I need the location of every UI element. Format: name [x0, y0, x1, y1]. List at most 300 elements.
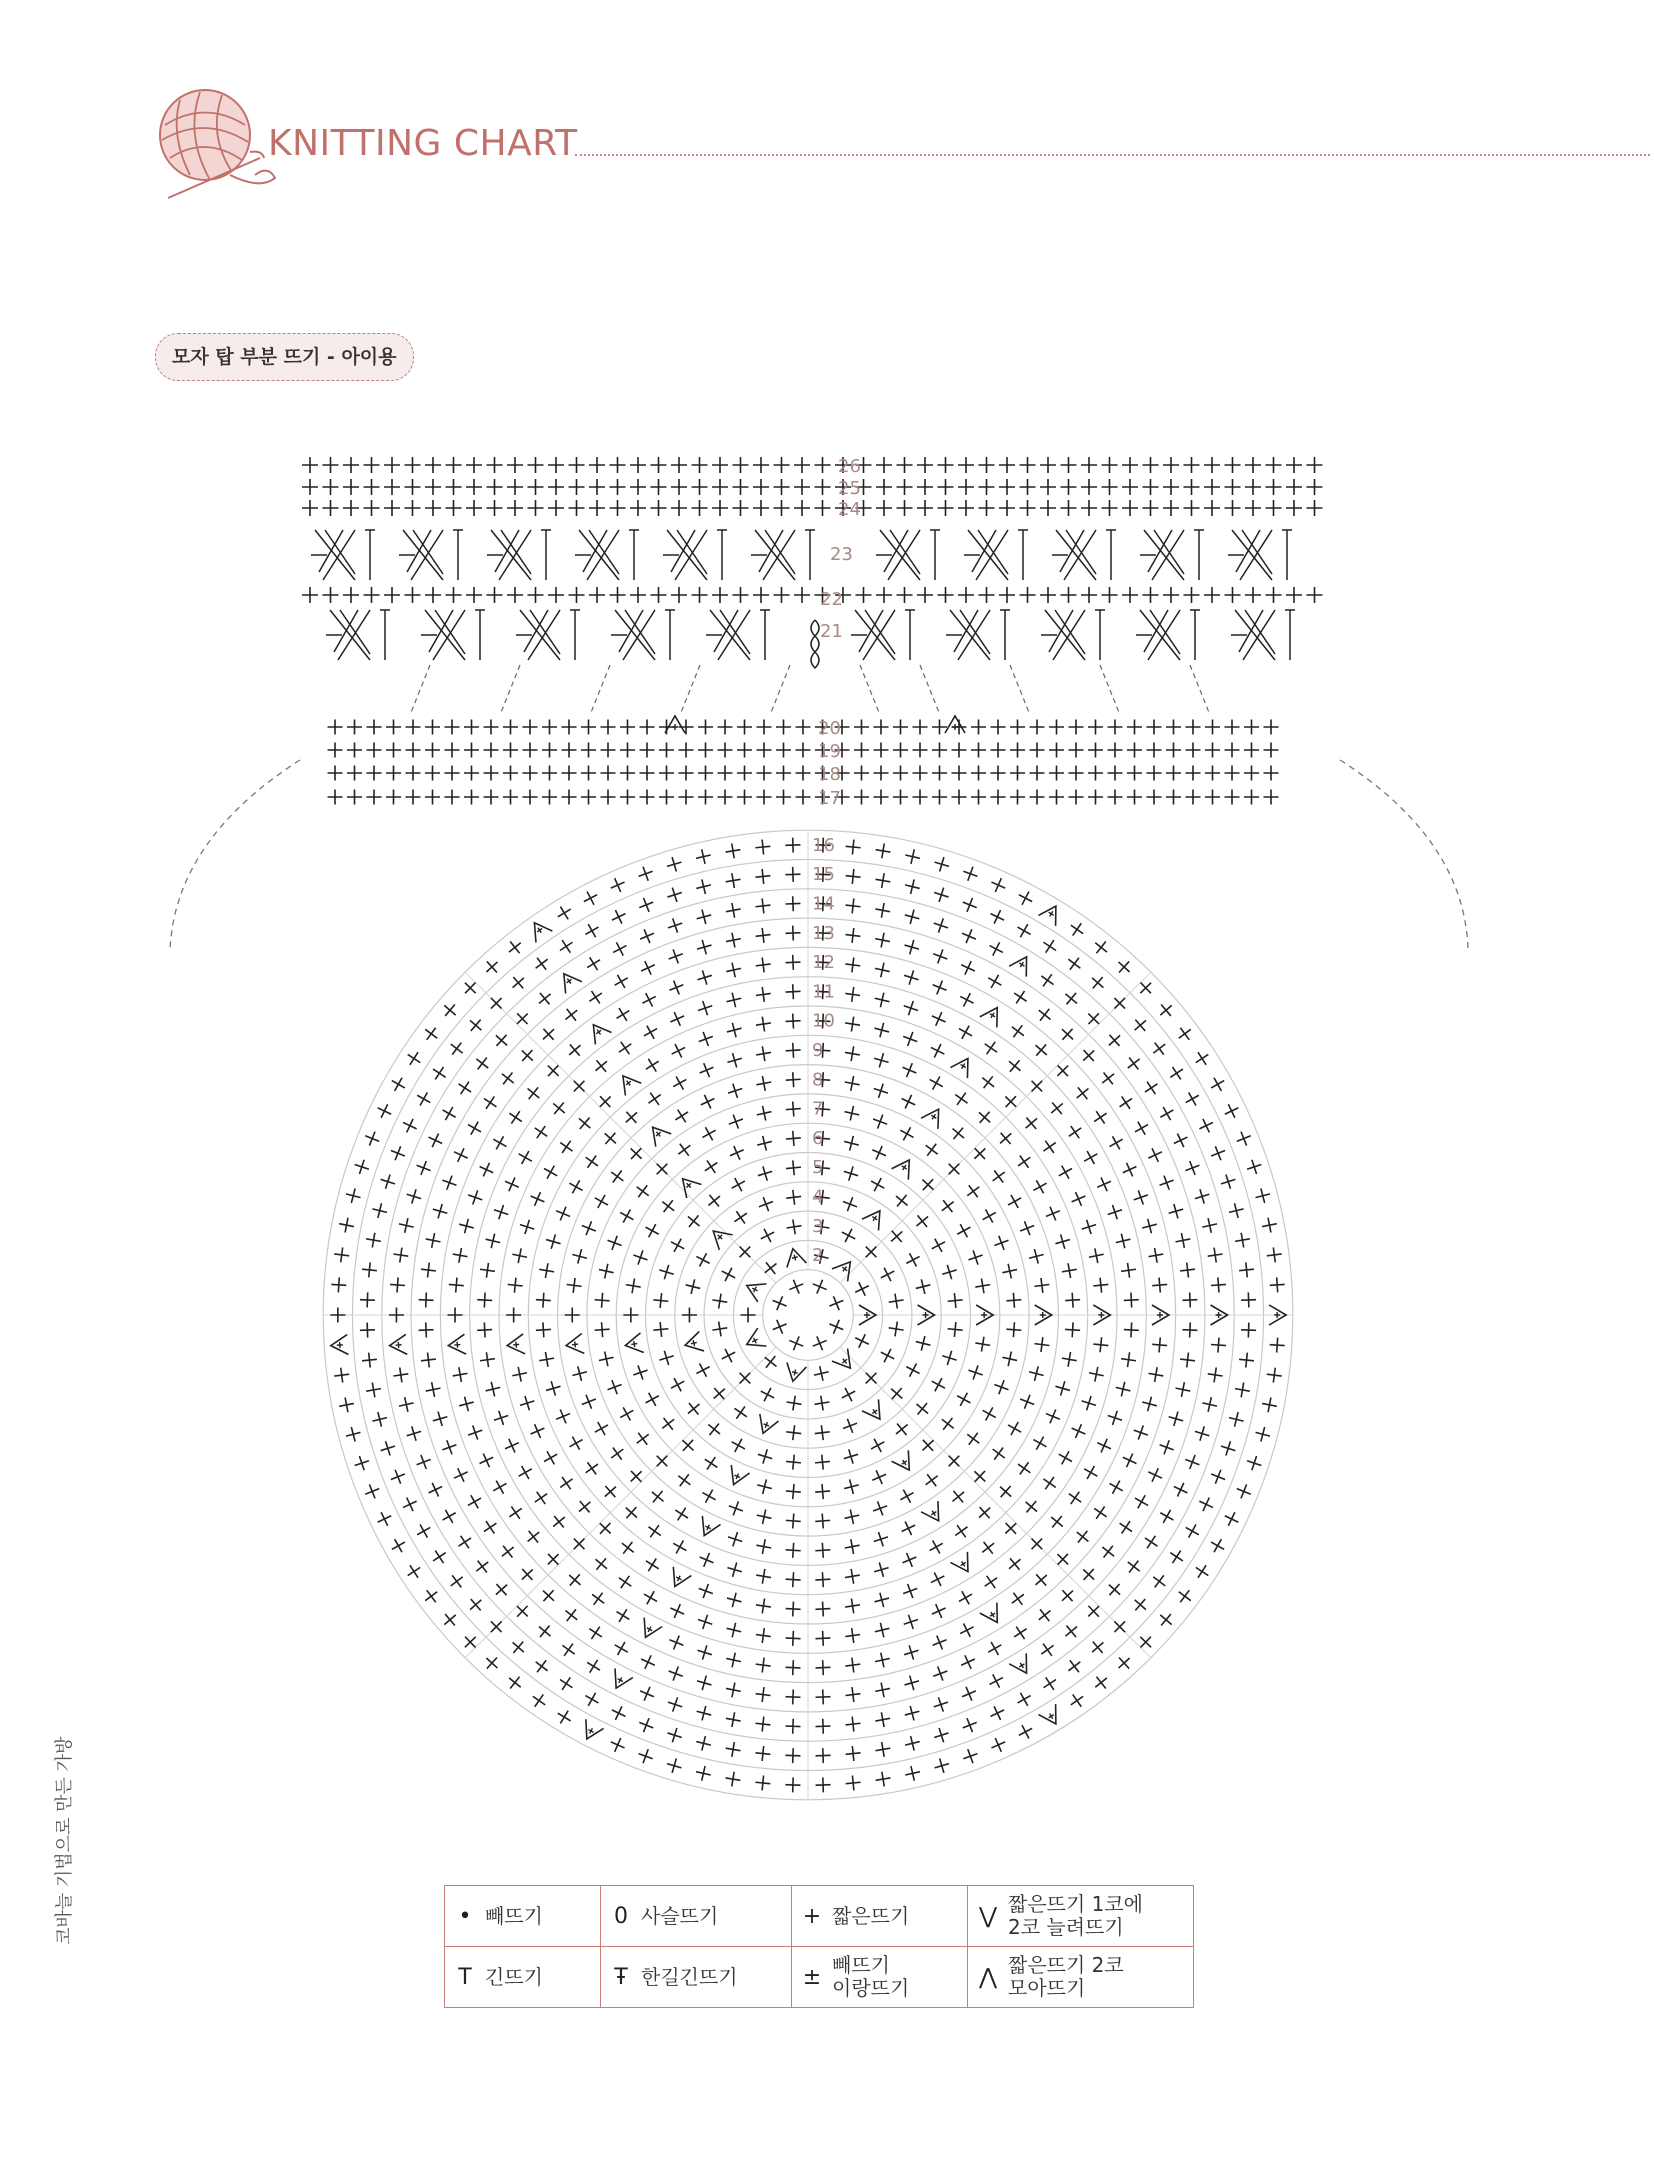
- single-crochet-mark: [753, 587, 769, 603]
- single-crochet-mark: [390, 1277, 406, 1293]
- single-crochet-mark: [755, 1508, 773, 1526]
- single-crochet-mark: [367, 720, 382, 735]
- single-crochet-mark: [776, 743, 791, 758]
- single-crochet-mark: [755, 1716, 772, 1733]
- single-crochet-mark: [610, 939, 630, 959]
- double-crochet-mark: [1282, 530, 1292, 580]
- increase-mark: [448, 1334, 467, 1355]
- single-crochet-mark: [753, 479, 769, 495]
- single-crochet-mark: [1091, 937, 1112, 958]
- single-crochet-mark: [845, 868, 861, 884]
- single-crochet-mark: [659, 743, 674, 758]
- row-number: 25: [838, 478, 861, 499]
- increase-mark: [330, 1335, 348, 1356]
- single-crochet-mark: [1264, 766, 1279, 781]
- single-crochet-mark: [1010, 743, 1025, 758]
- single-crochet-mark: [1102, 457, 1118, 473]
- single-crochet-mark: [653, 1321, 669, 1337]
- single-crochet-mark: [1052, 1060, 1073, 1081]
- single-crochet-mark: [755, 1568, 772, 1585]
- single-crochet-mark: [543, 1549, 564, 1570]
- single-crochet-mark: [457, 1395, 475, 1413]
- single-crochet-mark: [852, 1331, 872, 1351]
- single-crochet-mark: [815, 457, 831, 473]
- single-crochet-mark: [931, 947, 950, 966]
- connector-line: [500, 665, 520, 715]
- single-crochet-mark: [1052, 1549, 1073, 1570]
- single-crochet-mark: [900, 1550, 920, 1570]
- single-crochet-mark: [360, 1322, 376, 1338]
- single-crochet-mark: [651, 479, 667, 495]
- single-crochet-mark: [1140, 1395, 1158, 1413]
- single-crochet-mark: [666, 916, 685, 935]
- single-crochet-mark: [785, 1689, 801, 1705]
- single-crochet-mark: [644, 1088, 665, 1109]
- single-crochet-mark: [1264, 790, 1279, 805]
- single-crochet-mark: [1087, 1637, 1108, 1658]
- single-crochet-mark: [388, 1535, 408, 1555]
- single-crochet-mark: [1040, 587, 1056, 603]
- single-crochet-mark: [330, 1308, 345, 1323]
- single-crochet-mark: [898, 1518, 918, 1538]
- single-crochet-mark: [1307, 500, 1323, 516]
- row-number: 17: [818, 788, 841, 809]
- single-crochet-mark: [699, 1486, 719, 1506]
- single-crochet-mark: [917, 1435, 938, 1456]
- single-crochet-mark: [1081, 1462, 1101, 1482]
- single-crochet-mark: [955, 1588, 975, 1608]
- single-crochet-mark: [1087, 1365, 1105, 1383]
- single-crochet-mark: [1225, 743, 1240, 758]
- single-crochet-mark: [344, 1187, 362, 1205]
- single-crochet-mark: [331, 1277, 347, 1293]
- legend-item: [792, 1947, 968, 2008]
- increase-mark: [754, 1414, 779, 1437]
- single-crochet-mark: [954, 1221, 974, 1241]
- single-crochet-mark: [1055, 1162, 1075, 1182]
- single-crochet-mark: [581, 766, 596, 781]
- single-crochet-mark: [425, 720, 440, 735]
- single-crochet-mark: [531, 953, 552, 974]
- single-crochet-mark: [796, 766, 811, 781]
- single-crochet-mark: [770, 1293, 790, 1313]
- single-crochet-mark: [753, 457, 769, 473]
- single-crochet-mark: [569, 500, 585, 516]
- single-crochet-mark: [844, 1657, 861, 1674]
- single-crochet-mark: [785, 1101, 801, 1117]
- single-crochet-mark: [1039, 936, 1060, 957]
- round-guide: [763, 1270, 854, 1361]
- single-crochet-mark: [1266, 500, 1282, 516]
- legend-item: [792, 1886, 968, 1947]
- single-crochet-mark: [696, 1029, 715, 1048]
- single-crochet-mark: [397, 1396, 415, 1414]
- single-crochet-mark: [695, 1734, 713, 1752]
- single-crochet-mark: [1031, 1039, 1052, 1060]
- single-crochet-mark: [755, 1075, 773, 1093]
- single-crochet-mark: [610, 500, 626, 516]
- increase-mark: [892, 1155, 918, 1180]
- single-crochet-mark: [727, 1143, 747, 1163]
- single-crochet-mark: [891, 1190, 912, 1211]
- single-crochet-mark: [386, 766, 401, 781]
- single-crochet-mark: [642, 1221, 662, 1241]
- single-crochet-mark: [424, 1381, 442, 1399]
- single-crochet-mark: [1004, 1553, 1025, 1574]
- single-crochet-mark: [405, 500, 421, 516]
- single-crochet-mark: [1207, 1366, 1224, 1383]
- single-crochet-mark: [1186, 720, 1201, 735]
- single-crochet-mark: [631, 1248, 650, 1267]
- single-crochet-mark: [785, 896, 801, 912]
- single-crochet-mark: [1205, 720, 1220, 735]
- single-crochet-mark: [1120, 1351, 1137, 1368]
- single-crochet-mark: [421, 1586, 442, 1607]
- single-crochet-mark: [827, 1293, 847, 1313]
- single-crochet-mark: [932, 790, 947, 805]
- single-crochet-mark: [540, 1448, 560, 1468]
- single-crochet-mark: [960, 895, 979, 914]
- single-crochet-mark: [1122, 479, 1138, 495]
- single-crochet-mark: [774, 479, 790, 495]
- single-crochet-mark: [786, 1334, 806, 1354]
- single-crochet-mark: [1069, 1421, 1089, 1441]
- sector-guide: [465, 1347, 776, 1658]
- single-crochet-mark: [1143, 479, 1159, 495]
- single-crochet-mark: [538, 1351, 555, 1368]
- single-crochet-mark: [815, 1777, 830, 1792]
- single-crochet-mark: [466, 457, 482, 473]
- single-crochet-mark: [898, 1092, 918, 1112]
- single-crochet-mark: [638, 958, 658, 978]
- single-crochet-mark: [487, 457, 503, 473]
- single-crochet-mark: [615, 1038, 636, 1059]
- single-crochet-mark: [497, 1068, 518, 1089]
- single-crochet-mark: [971, 790, 986, 805]
- single-crochet-mark: [913, 766, 928, 781]
- single-crochet-mark: [785, 1542, 801, 1558]
- single-crochet-mark: [1088, 743, 1103, 758]
- single-crochet-mark: [617, 1537, 638, 1558]
- treble-cluster-mark: [1136, 610, 1180, 660]
- single-crochet-mark: [1166, 1063, 1187, 1084]
- single-crochet-mark: [542, 790, 557, 805]
- single-crochet-mark: [425, 1480, 445, 1500]
- single-crochet-mark: [683, 1211, 704, 1232]
- single-crochet-mark: [1123, 1556, 1144, 1577]
- single-crochet-mark: [610, 587, 626, 603]
- single-crochet-mark: [726, 1112, 745, 1131]
- single-crochet-mark: [1049, 720, 1064, 735]
- single-crochet-mark: [815, 1601, 831, 1617]
- single-crochet-mark: [595, 1518, 616, 1539]
- row-number: 9: [812, 1039, 824, 1061]
- single-crochet-mark: [611, 1638, 631, 1658]
- single-crochet-mark: [986, 1671, 1006, 1691]
- single-crochet-mark: [1083, 1008, 1104, 1029]
- single-crochet-mark: [323, 457, 339, 473]
- single-crochet-mark: [893, 743, 908, 758]
- decrease-mark: [945, 716, 965, 733]
- single-crochet-mark: [1174, 1232, 1192, 1250]
- single-crochet-mark: [583, 953, 604, 974]
- legend-label: 빼뜨기 이랑뜨기: [832, 1953, 910, 2000]
- single-crochet-mark: [487, 587, 503, 603]
- connector-arc: [170, 760, 300, 950]
- increase-mark: [624, 1333, 644, 1356]
- single-crochet-mark: [1081, 457, 1097, 473]
- single-crochet-mark: [1093, 1277, 1109, 1293]
- single-crochet-mark: [1014, 1689, 1034, 1709]
- single-crochet-mark: [963, 1428, 984, 1449]
- sector-guide: [840, 972, 1151, 1283]
- single-crochet-mark: [963, 1181, 984, 1202]
- single-crochet-mark: [1210, 1337, 1226, 1353]
- single-crochet-mark: [1266, 479, 1282, 495]
- single-crochet-mark: [928, 1041, 948, 1061]
- single-crochet-mark: [692, 457, 708, 473]
- single-crochet-mark: [986, 939, 1006, 959]
- single-crochet-mark: [1244, 743, 1259, 758]
- single-crochet-mark: [640, 790, 655, 805]
- single-crochet-mark: [695, 1643, 714, 1662]
- single-crochet-mark: [902, 968, 921, 987]
- connector-line: [410, 665, 430, 715]
- single-crochet-mark: [528, 500, 544, 516]
- single-crochet-mark: [776, 766, 791, 781]
- single-crochet-mark: [406, 790, 421, 805]
- single-crochet-mark: [1061, 587, 1077, 603]
- single-crochet-mark: [1147, 766, 1162, 781]
- single-crochet-mark: [1183, 1158, 1202, 1177]
- single-crochet-mark: [418, 1292, 434, 1308]
- single-crochet-mark: [874, 790, 889, 805]
- single-crochet-mark: [548, 479, 564, 495]
- single-crochet-mark: [733, 500, 749, 516]
- single-crochet-mark: [730, 1402, 751, 1423]
- single-crochet-mark: [492, 1203, 511, 1222]
- single-crochet-mark: [937, 1413, 958, 1434]
- single-crochet-mark: [1245, 1157, 1264, 1176]
- single-crochet-mark: [333, 1367, 350, 1384]
- single-crochet-mark: [477, 1292, 493, 1308]
- single-crochet-mark: [425, 479, 441, 495]
- single-crochet-mark: [674, 1470, 695, 1491]
- single-crochet-mark: [966, 1363, 985, 1382]
- single-crochet-mark: [476, 1160, 496, 1180]
- single-crochet-mark: [642, 1055, 663, 1076]
- single-crochet-mark: [904, 848, 922, 866]
- single-crochet-mark: [888, 1292, 905, 1309]
- single-crochet-mark: [1020, 457, 1036, 473]
- single-crochet-mark: [1163, 479, 1179, 495]
- single-crochet-mark: [502, 1174, 522, 1194]
- increase-mark: [1039, 1704, 1065, 1729]
- single-crochet-mark: [466, 1188, 485, 1207]
- single-crochet-mark: [1043, 1204, 1063, 1224]
- single-crochet-mark: [785, 1189, 802, 1206]
- single-crochet-mark: [952, 790, 967, 805]
- treble-cluster-mark: [399, 530, 443, 580]
- single-crochet-mark: [888, 1320, 905, 1337]
- single-crochet-mark: [725, 902, 742, 919]
- single-crochet-mark: [1245, 500, 1261, 516]
- single-crochet-mark: [917, 479, 933, 495]
- single-crochet-mark: [1105, 1203, 1124, 1222]
- single-crochet-mark: [517, 1564, 538, 1585]
- treble-cluster-mark: [706, 610, 750, 660]
- single-crochet-mark: [666, 1664, 685, 1683]
- slip-stitch-icon: •: [458, 1903, 472, 1929]
- single-crochet-mark: [389, 1308, 404, 1323]
- single-crochet-mark: [1208, 1144, 1227, 1163]
- single-crochet-mark: [1157, 1173, 1176, 1192]
- single-crochet-mark: [451, 1247, 468, 1264]
- single-crochet-mark: [626, 1143, 647, 1164]
- single-crochet-mark: [640, 743, 655, 758]
- single-crochet-mark: [796, 720, 811, 735]
- single-crochet-mark: [785, 1660, 801, 1676]
- single-crochet-mark: [958, 500, 974, 516]
- double-crochet-mark: [1190, 610, 1200, 660]
- single-crochet-mark: [531, 1656, 552, 1677]
- single-crochet-mark: [507, 457, 523, 473]
- single-crochet-mark: [1087, 1247, 1105, 1265]
- single-crochet-mark: [1010, 720, 1025, 735]
- single-crochet-mark: [692, 500, 708, 516]
- single-crochet-mark: [503, 766, 518, 781]
- single-crochet-mark: [638, 1652, 658, 1672]
- single-crochet-mark: [302, 500, 318, 516]
- single-crochet-mark: [785, 984, 801, 1000]
- row-number: 15: [812, 864, 835, 886]
- single-crochet-mark: [873, 1651, 891, 1669]
- row-number: 11: [812, 981, 835, 1003]
- single-crochet-mark: [938, 500, 954, 516]
- single-crochet-mark: [1245, 457, 1261, 473]
- single-crochet-mark: [1031, 1569, 1052, 1590]
- single-crochet-mark: [712, 500, 728, 516]
- single-crochet-mark: [548, 500, 564, 516]
- single-crochet-mark: [1184, 457, 1200, 473]
- single-crochet-mark: [446, 1038, 467, 1059]
- single-crochet-mark: [1222, 1509, 1242, 1529]
- single-crochet-mark: [1238, 1262, 1254, 1278]
- single-crochet-mark: [774, 500, 790, 516]
- single-crochet-mark: [414, 1452, 433, 1471]
- single-crochet-mark: [886, 1383, 907, 1404]
- single-crochet-mark: [642, 1389, 662, 1409]
- single-crochet-mark: [1147, 1247, 1164, 1264]
- stitch-legend: [444, 1885, 1194, 2008]
- single-crochet-mark: [852, 1279, 872, 1299]
- single-crochet-mark: [711, 1320, 728, 1337]
- single-crochet-mark: [913, 790, 928, 805]
- single-crochet-mark: [548, 1098, 569, 1119]
- single-crochet-mark: [671, 1106, 692, 1127]
- single-crochet-mark: [873, 991, 891, 1009]
- single-crochet-mark: [548, 1511, 569, 1532]
- single-crochet-mark: [1182, 1521, 1202, 1541]
- single-crochet-mark: [1163, 500, 1179, 516]
- row-number: 5: [812, 1157, 824, 1179]
- single-crochet-mark: [1152, 1277, 1168, 1293]
- single-crochet-mark: [504, 1672, 525, 1693]
- single-crochet-mark: [1244, 790, 1259, 805]
- single-crochet-mark: [947, 1292, 963, 1308]
- single-crochet-mark: [921, 1139, 942, 1160]
- single-crochet-mark: [1105, 1408, 1124, 1427]
- single-crochet-mark: [666, 1695, 685, 1714]
- single-crochet-mark: [844, 1568, 861, 1585]
- single-crochet-mark: [667, 1633, 687, 1653]
- increase-mark: [666, 1567, 691, 1591]
- single-crochet-mark: [940, 1349, 959, 1368]
- row-number: 6: [812, 1127, 824, 1149]
- single-crochet-mark: [1108, 720, 1123, 735]
- single-crochet-mark: [445, 766, 460, 781]
- single-crochet-mark: [1186, 743, 1201, 758]
- single-crochet-mark: [451, 1465, 471, 1485]
- single-crochet-mark: [1147, 1366, 1164, 1383]
- row-number: 23: [830, 544, 853, 565]
- single-crochet-mark: [770, 1317, 790, 1337]
- single-crochet-mark: [785, 1630, 801, 1646]
- single-crochet-mark: [671, 479, 687, 495]
- single-crochet-mark: [371, 1202, 389, 1220]
- legend-item: [968, 1886, 1194, 1947]
- single-crochet-mark: [479, 1351, 496, 1368]
- single-crochet-mark: [1174, 1381, 1192, 1399]
- single-crochet-mark: [431, 1410, 450, 1429]
- single-crochet-mark: [1015, 1722, 1035, 1742]
- single-crochet-mark: [785, 955, 801, 971]
- single-crochet-mark: [1027, 1364, 1045, 1382]
- single-crochet-mark: [724, 1771, 741, 1788]
- single-crochet-mark: [671, 457, 687, 473]
- single-crochet-mark: [1122, 500, 1138, 516]
- single-crochet-mark: [378, 1439, 397, 1458]
- single-crochet-mark: [538, 1262, 555, 1279]
- single-crochet-mark: [1049, 766, 1064, 781]
- single-crochet-mark: [579, 1218, 598, 1237]
- single-crochet-mark: [613, 1004, 634, 1025]
- single-crochet-mark: [701, 1156, 722, 1177]
- single-crochet-mark: [1241, 1322, 1257, 1338]
- single-crochet-mark: [601, 790, 616, 805]
- single-crochet-mark: [594, 1292, 610, 1308]
- single-crochet-mark: [1141, 1078, 1162, 1099]
- single-crochet-mark: [425, 790, 440, 805]
- single-crochet-mark: [523, 720, 538, 735]
- single-crochet-mark: [464, 766, 479, 781]
- single-crochet-mark: [869, 1143, 889, 1163]
- single-crochet-mark: [1286, 457, 1302, 473]
- single-crochet-mark: [613, 1605, 634, 1626]
- single-crochet-mark: [1238, 1352, 1254, 1368]
- legend-item: [601, 1886, 792, 1947]
- single-crochet-mark: [1108, 790, 1123, 805]
- single-crochet-mark: [988, 875, 1008, 895]
- single-crochet-mark: [1227, 1202, 1245, 1220]
- single-crochet-mark: [589, 587, 605, 603]
- single-crochet-mark: [876, 587, 892, 603]
- single-crochet-mark: [1131, 1118, 1151, 1138]
- single-crochet-mark: [343, 500, 359, 516]
- single-crochet-mark: [1261, 1396, 1279, 1414]
- single-crochet-mark: [988, 1166, 1009, 1187]
- single-crochet-mark: [903, 1250, 923, 1270]
